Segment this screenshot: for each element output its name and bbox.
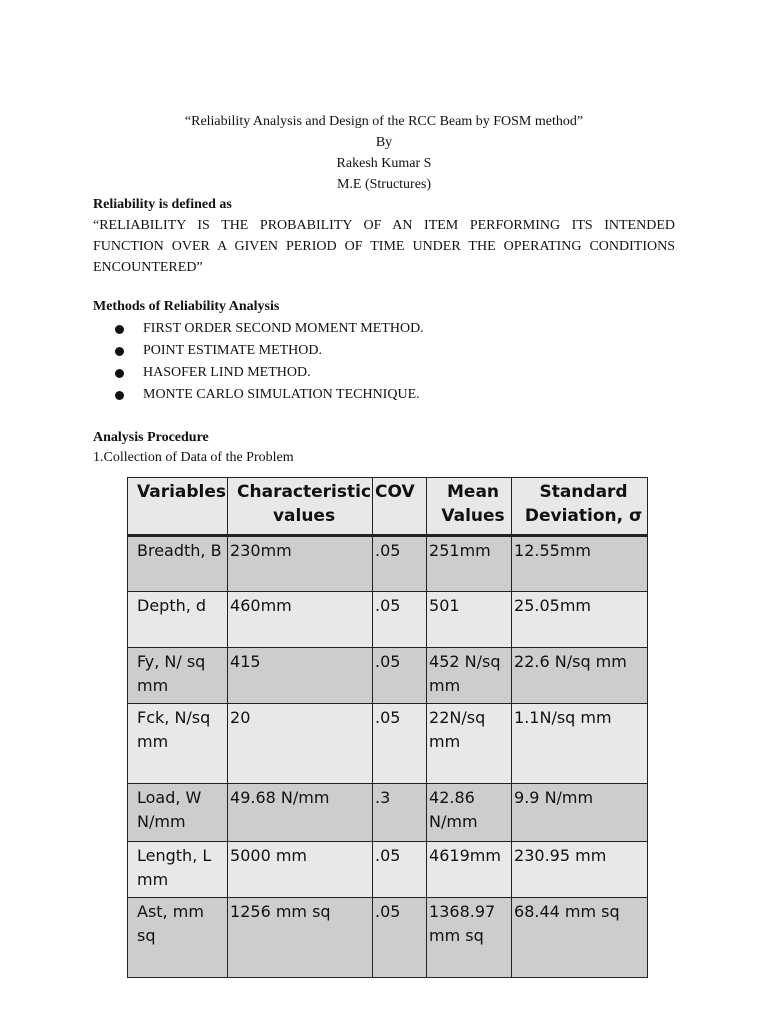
- column-header: Mean Values: [427, 478, 512, 536]
- method-label: MONTE CARLO SIMULATION TECHNIQUE.: [143, 387, 420, 402]
- methods-heading: Methods of Reliability Analysis: [93, 299, 280, 314]
- methods-list: [111, 318, 424, 406]
- table-cell: .05: [373, 592, 427, 648]
- table-cell: 452 N/sq mm: [427, 648, 512, 704]
- table-cell: 415: [228, 648, 373, 704]
- table-cell: 25.05mm: [512, 592, 648, 648]
- bullet-icon: [115, 391, 124, 400]
- bullet-icon: [115, 347, 124, 356]
- method-label: FIRST ORDER SECOND MOMENT METHOD.: [143, 321, 424, 336]
- table-row: [128, 898, 648, 978]
- procedure-step: 1.Collection of Data of the Problem: [93, 450, 294, 465]
- table-header-row: [128, 478, 648, 536]
- table-cell: 230mm: [228, 536, 373, 592]
- table-cell: .05: [373, 704, 427, 784]
- column-header: Characteristic values: [228, 478, 373, 536]
- definition-heading: Reliability is defined as: [93, 197, 232, 212]
- table-cell: Length, L mm: [128, 842, 228, 898]
- table-cell: 22N/sq mm: [427, 704, 512, 784]
- table-cell: 68.44 mm sq: [512, 898, 648, 978]
- list-item: [111, 384, 424, 406]
- by-line: By: [375, 135, 393, 150]
- table-cell: 5000 mm: [228, 842, 373, 898]
- table-row: [128, 842, 648, 898]
- table-cell: 22.6 N/sq mm: [512, 648, 648, 704]
- table-cell: 4619mm: [427, 842, 512, 898]
- table-cell: Load, W N/mm: [128, 784, 228, 842]
- table-cell: 42.86 N/mm: [427, 784, 512, 842]
- document-title: “Reliability Analysis and Design of the RCC Beam by FOSM method”: [184, 114, 584, 129]
- column-header: Variables: [128, 478, 228, 536]
- list-item: [111, 362, 424, 384]
- table-cell: .05: [373, 842, 427, 898]
- table-cell: 20: [228, 704, 373, 784]
- bullet-icon: [115, 325, 124, 334]
- table-cell: Fck, N/sq mm: [128, 704, 228, 784]
- table-cell: 1256 mm sq: [228, 898, 373, 978]
- bullet-icon: [115, 369, 124, 378]
- table-row: [128, 592, 648, 648]
- table-cell: 1.1N/sq mm: [512, 704, 648, 784]
- table-cell: Fy, N/ sq mm: [128, 648, 228, 704]
- data-table: [127, 477, 648, 978]
- table-cell: 12.55mm: [512, 536, 648, 592]
- table-cell: 251mm: [427, 536, 512, 592]
- table-cell: 49.68 N/mm: [228, 784, 373, 842]
- procedure-heading: Analysis Procedure: [93, 430, 209, 445]
- table-cell: 230.95 mm: [512, 842, 648, 898]
- table-cell: Breadth, B: [128, 536, 228, 592]
- table-row: [128, 704, 648, 784]
- table-cell: 9.9 N/mm: [512, 784, 648, 842]
- table-cell: 460mm: [228, 592, 373, 648]
- table-row: [128, 784, 648, 842]
- table-row: [128, 536, 648, 592]
- author-name: Rakesh Kumar S: [336, 156, 432, 171]
- table-cell: .3: [373, 784, 427, 842]
- definition-quote: “RELIABILITY IS THE PROBABILITY OF AN ITEM PERFORMING ITS INTENDED FUNCTION OVER A GIVEN PERIOD OF TIME UNDER THE OPERATING CONDITIONS ENCOUNTERED”: [93, 218, 675, 275]
- table-cell: .05: [373, 898, 427, 978]
- column-header: Standard Deviation, σ: [512, 478, 648, 536]
- author-degree: M.E (Structures): [336, 177, 432, 192]
- table-cell: .05: [373, 536, 427, 592]
- table-cell: 1368.97 mm sq: [427, 898, 512, 978]
- table-cell: .05: [373, 648, 427, 704]
- table-cell: 501: [427, 592, 512, 648]
- list-item: [111, 318, 424, 340]
- list-item: [111, 340, 424, 362]
- table-row: [128, 648, 648, 704]
- method-label: HASOFER LIND METHOD.: [143, 365, 311, 380]
- method-label: POINT ESTIMATE METHOD.: [143, 343, 323, 358]
- table-cell: Depth, d: [128, 592, 228, 648]
- table-cell: Ast, mm sq: [128, 898, 228, 978]
- column-header: COV: [373, 478, 427, 536]
